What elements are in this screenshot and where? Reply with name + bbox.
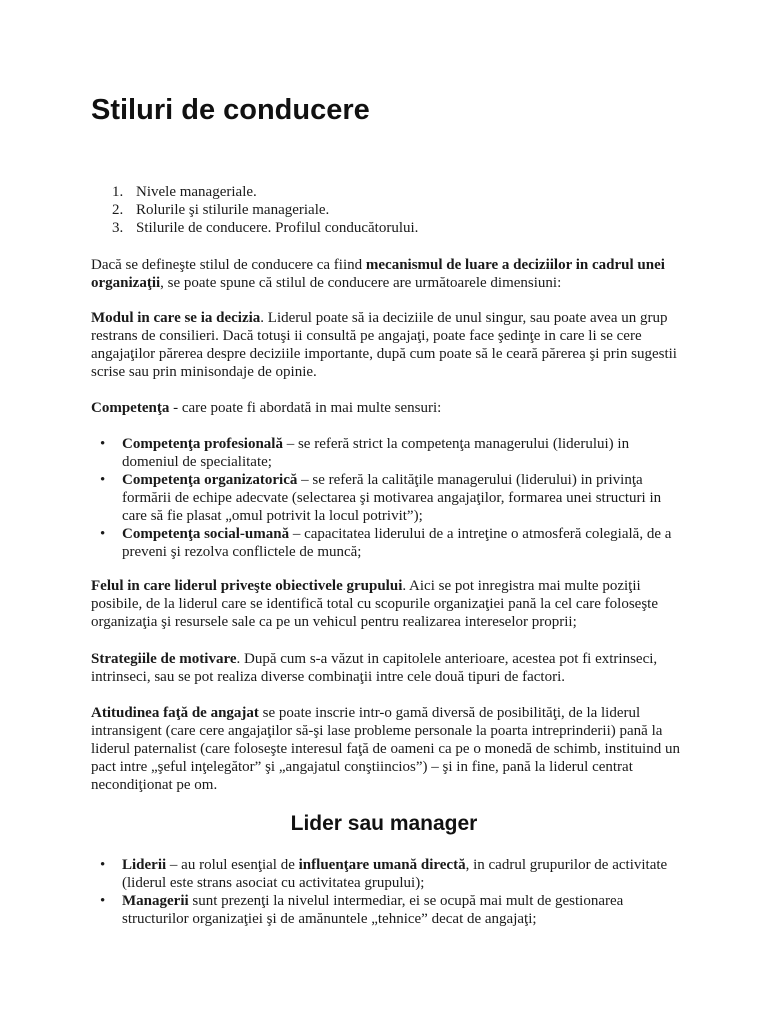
intro-pre: Dacă se defineşte stilul de conducere ca fiind: [91, 257, 366, 273]
item-text: – au rolul esenţial de: [166, 857, 299, 873]
bullet-icon: •: [100, 857, 106, 873]
toc-text: Nivele manageriale.: [136, 184, 257, 200]
list-item: [91, 892, 681, 928]
strategii-text: . După cum s-a văzut in capitolele anterioare, acestea pot fi extrinseci, intrinseci, sau se pot realiza diverse combinaţii intre cele două tipuri de factori.: [91, 651, 658, 685]
item-bold: Competenţa organizatorică: [122, 472, 298, 488]
intro-bold: mecanismul de luare a deciziilor in cadrul unei organizaţii: [91, 257, 665, 291]
list-item: [91, 525, 681, 561]
lider-manager-list: [91, 856, 681, 928]
item-bold-2: influenţare umană directă: [298, 857, 466, 873]
competente-list: [91, 435, 681, 561]
toc-number: 3.: [112, 220, 124, 236]
paragraph-felul: [91, 577, 681, 631]
item-bold: Competenţa profesională: [122, 436, 283, 452]
paragraph-strategii: [91, 650, 681, 686]
competenta-text: - care poate fi abordată in mai multe sensuri:: [169, 400, 442, 416]
toc-item: [91, 183, 691, 201]
bullet-icon: •: [100, 472, 106, 488]
item-text: – capacitatea liderului de a intreţine o atmosferă colegială, de a preveni şi rezolva conflictele de muncă;: [122, 526, 672, 560]
toc-number: 2.: [112, 202, 124, 218]
intro-paragraph: [91, 256, 681, 292]
atitudinea-text: se poate inscrie intr-o gamă diversă de posibilităţi, de la liderul intransigent (care cere angajaţilor să-şi lase probleme personale la poarta intreprinderii) pană la liderul paternalist (care foloseşte interesul faţă de oameni ca pe o monedă de schimb, instituind un pact intre „şeful inţelegător” şi „angajatul conştiincios”) – şi in fine, pană la liderul centrat necondiţionat pe om.: [91, 705, 680, 793]
strategii-bold: Strategiile de motivare: [91, 651, 237, 667]
toc-item: [91, 219, 691, 237]
paragraph-competenta: [91, 399, 681, 417]
page-title: Stiluri de conducere: [91, 94, 370, 126]
toc-number: 1.: [112, 184, 124, 200]
intro-post: , se poate spune că stilul de conducere are următoarele dimensiuni:: [160, 275, 562, 291]
list-item: [91, 856, 681, 892]
section-title: Lider sau manager: [290, 812, 478, 835]
modul-text: . Liderul poate să ia deciziile de unul singur, sau poate avea un grup restrans de consilieri. Dacă totuşi ii consultă pe angajaţi, poate face şedinţe in care li se cere angajaţilor părerea despre deciziile importante, după cum poate să le ceară părerea şi prin sugestii scrise sau prin minisondaje de opinie.: [91, 310, 677, 380]
bullet-icon: •: [100, 526, 106, 542]
toc-item: [91, 201, 691, 219]
bullet-icon: •: [100, 436, 106, 452]
felul-bold: Felul in care liderul priveşte obiectivele grupului: [91, 578, 403, 594]
item-bold: Liderii: [122, 857, 167, 873]
atitudinea-bold: Atitudinea faţă de angajat: [91, 705, 259, 721]
paragraph-atitudinea: [91, 704, 681, 794]
item-text: sunt prezenţi la nivelul intermediar, ei se ocupă mai mult de gestionarea structurilor organizaţiei şi de amănuntele „tehnice” decat de angajaţi;: [122, 893, 624, 927]
competenta-bold: Competenţa: [91, 400, 170, 416]
item-bold: Competenţa social-umană: [122, 526, 290, 542]
item-text-2: , in cadrul grupurilor de activitate (liderul este strans asociat cu activitatea grupului);: [122, 857, 668, 891]
item-text: – se referă strict la competenţa managerului (liderului) in domeniul de specialitate;: [122, 436, 630, 470]
list-item: [91, 471, 681, 525]
item-bold: Managerii: [122, 893, 189, 909]
table-of-contents: [91, 183, 691, 237]
item-text: – se referă la calităţile managerului (liderului) in privinţa formării de echipe adecvate (selectarea şi motivarea angajaţilor, formarea unei structuri in care să fie plasat „omul potrivit la locul potrivit”);: [122, 472, 662, 524]
toc-text: Rolurile şi stilurile manageriale.: [136, 202, 330, 218]
toc-text: Stilurile de conducere. Profilul conducătorului.: [136, 220, 419, 236]
bullet-icon: •: [100, 893, 106, 909]
paragraph-modul: [91, 309, 681, 381]
list-item: [91, 435, 681, 471]
felul-text: . Aici se pot inregistra mai multe poziţii posibile, de la liderul care se identifică total cu scopurile organizaţiei pană la cel care foloseşte organizaţia şi resursele sale ca pe un vehicul pentru realizarea intereselor proprii;: [91, 578, 658, 630]
modul-bold: Modul in care se ia decizia: [91, 310, 261, 326]
